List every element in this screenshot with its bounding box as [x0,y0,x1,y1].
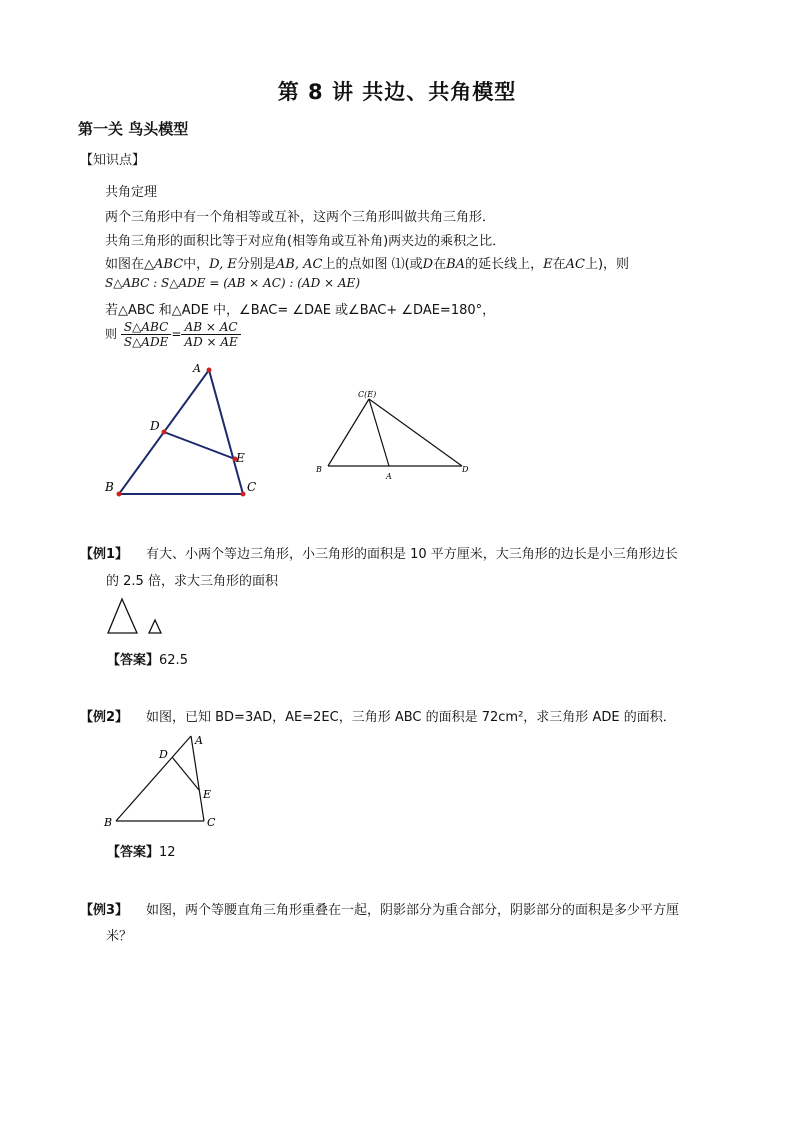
fig2-label-d: D [462,465,469,474]
answer-value: 12 [159,845,176,860]
page-title: 第 8 讲 共边、共角模型 [277,80,517,104]
fig3-label-d: D [159,748,168,761]
example-2-text: 如图，已知 BD=3AD，AE=2EC，三角形 ABC 的面积是 72cm²，求三角形 ADE 的面积． [146,710,676,725]
fig3-label-e: E [203,788,212,801]
fig3-label-b: B [104,816,113,829]
fig1-label-a: A [193,362,201,375]
theorem-line-4: S△ABC : S△ADE = (AB × AC) : (AD × AE) [105,276,360,290]
theorem-line-5: 若△ABC 和△ADE 中，∠BAC= ∠DAE 或∠BAC+ ∠DAE=180°， [105,303,496,318]
line3-ba: BA [446,257,466,272]
example-2-label: 【例2】 [80,710,129,725]
fig2-label-b: B [316,465,322,474]
fraction-left-numerator: S△ABC [121,320,172,335]
answer-label: 【答案】 [107,845,160,860]
example-3-text-cont: 米？ [106,929,133,944]
theorem-line-3 [105,253,629,272]
theorem-line-6 [105,320,241,349]
example-1-text-cont: 的 2.5 倍，求大三角形的面积 [106,574,278,589]
theorem-line-2: 共角三角形的面积比等于对应角(相等角或互补角)两夹边的乘积之比． [105,234,506,249]
fig2-label-a: A [386,472,392,481]
figure-triangle-abc [95,360,275,505]
example-3-label: 【例3】 [80,903,129,918]
line3-d: D [422,257,434,272]
line3-mid: 中， [183,257,210,272]
fig1-label-d: D [150,419,160,433]
answer-label: 【答案】 [107,653,160,668]
fraction-left-denominator: S△ADE [123,335,169,349]
example-1-text: 有大、小两个等边三角形，小三角形的面积是 10 平方厘米，大三角形的边长是小三角形边长 [146,547,678,562]
fraction-side-ratio [181,320,240,349]
line3-e: E [543,257,553,272]
knowledge-heading: 【知识点】 [80,153,146,168]
line3-end: 上)，则 [584,257,630,272]
line3-prefix: 如图在 [105,257,145,272]
example-3-text: 如图，两个等腰直角三角形重叠在一起，阴影部分为重合部分，阴影部分的面积是多少平方厘 [146,903,680,918]
line3-in: 在 [433,257,447,272]
fig3-label-c: C [207,816,216,829]
figure-example-2 [100,730,225,830]
line3-on: 分别是 [236,257,276,272]
theorem-name: 共角定理 [105,185,158,200]
example-2-answer [107,841,176,860]
line3-suffix: 上的点如图 ⑴(或 [322,257,423,272]
fig1-label-c: C [247,480,257,494]
line3-triangle: △ABC [144,257,184,272]
fig2-label-ce: C(E) [358,390,377,399]
theorem-line-1: 两个三角形中有一个角相等或互补，这两个三角形叫做共角三角形． [105,210,496,225]
fig1-label-b: B [105,480,114,494]
line6-prefix: 则 [105,327,118,341]
fraction-right-numerator: AB × AC [181,320,240,335]
line3-ac: AC [565,257,585,272]
section-heading: 第一关 鸟头模型 [78,120,189,138]
figure-two-triangles [104,596,168,636]
example-1-label: 【例1】 [80,547,129,562]
equals-sign: = [171,327,182,341]
example-1-answer [107,649,188,668]
fraction-area-ratio [121,320,172,349]
fraction-right-denominator: AD × AE [184,335,238,349]
figure-extended-triangle [312,385,477,485]
fig1-label-e: E [236,451,245,465]
line3-in2: 在 [552,257,566,272]
answer-value: 62.5 [159,653,188,668]
line3-points: D, E [209,257,237,272]
line3-ext: 的延长线上， [465,257,544,272]
line3-sides: AB, AC [275,257,323,272]
fig3-label-a: A [195,734,203,747]
